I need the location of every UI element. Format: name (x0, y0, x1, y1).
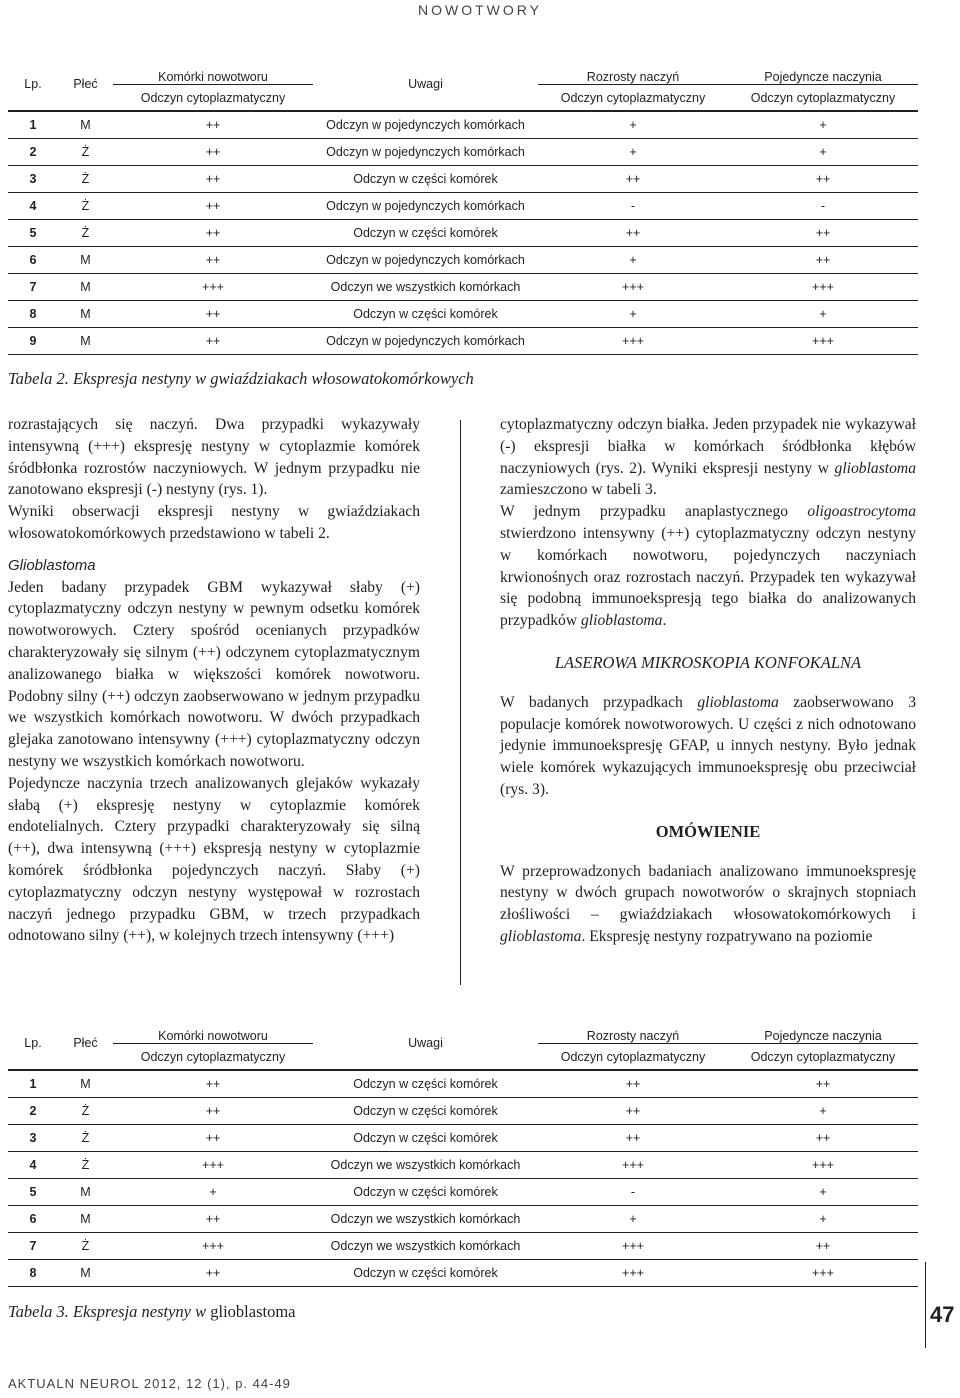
row-tumor-reaction: ++ (113, 328, 313, 355)
col-header-notes: Uwagi (313, 57, 538, 111)
row-notes: Odczyn w części komórek (313, 1179, 538, 1206)
col-header-tumor-cells: Komórki nowotworu (113, 57, 313, 85)
row-single-reaction: ++ (728, 1233, 918, 1260)
row-lp: 3 (8, 1125, 58, 1152)
col-header-sex: Płeć (58, 57, 113, 111)
row-tumor-reaction: ++ (113, 301, 313, 328)
table-row (8, 193, 918, 220)
row-lp: 5 (8, 220, 58, 247)
row-tumor-reaction: ++ (113, 1098, 313, 1125)
row-vessel-reaction: ++ (538, 1098, 728, 1125)
row-sex: M (58, 111, 113, 139)
row-single-reaction: + (728, 301, 918, 328)
paragraph: cytoplazmatyczny odczyn białka. Jeden przypadek nie wykazywał (-) ekspresji białka w komórkach śródbłonka kłębów naczyniowych (rys. 2). Wyniki ekspresji nestyny w glioblastoma zamieszczono w tabeli 3. (500, 416, 916, 499)
row-single-reaction: +++ (728, 328, 918, 355)
paragraph: Jeden badany przypadek GBM wykazywał słaby (+) cytoplazmatyczny odczyn nestyny w pewnym odsetku komórek nowotworowych. Cztery spośród ocenianych przypadków charakteryzowały się silnym (++) odczynem cytoplazmatycznym analizowanego białka w większości komórek nowotworu. Podobny silny (++) odczyn zaobserwowano w jednym przypadku we wszystkich komórkach nowotworu. W dwóch przypadkach glejaka zanotowano intensywny (+++) cytoplazmatyczny odczyn nestyny we wszystkich komórkach nowotworu. (8, 578, 420, 770)
row-lp: 6 (8, 1206, 58, 1233)
col-header-sex: Płeć (58, 1016, 113, 1070)
paragraph: Pojedyncze naczynia trzech analizowanych glejaków wykazały słabą (+) ekspresję nestyny w cytoplazmie komórek endotelialnych. Cztery przypadki charakteryzowały się silną (++), dwa intensywną (+++) ekspresją nestyny w cytoplazmie komórek śródbłonka pojedynczych naczyń. Słaby (+) cytoplazmatyczny odczyn nestyny występował w rozrostach naczyń jednego przypadku GBM, w trzech przypadkach odnotowano silny (++), w kolejnych trzech intensywny (+++) (8, 774, 420, 945)
row-single-reaction: +++ (728, 1152, 918, 1179)
table-3 (8, 1016, 918, 1287)
right-column (500, 414, 916, 948)
row-notes: Odczyn we wszystkich komórkach (313, 274, 538, 301)
row-sex: M (58, 1206, 113, 1233)
col-header-single-reaction: Odczyn cytoplazmatyczny (728, 85, 918, 112)
row-vessel-reaction: + (538, 301, 728, 328)
row-single-reaction: + (728, 1206, 918, 1233)
row-vessel-reaction: + (538, 111, 728, 139)
row-vessel-reaction: + (538, 1206, 728, 1233)
row-single-reaction: ++ (728, 166, 918, 193)
paragraph: W badanych przypadkach glioblastoma zaobserwowano 3 populacje komórek nowotworowych. U części z nich odnotowano jedynie immunoekspresję GFAP, u innych nestyny. Było jednak wiele komórek wykazujących immunoekspresję obu przeciwciał (rys. 3). (500, 693, 916, 798)
paragraph: Wyniki obserwacji ekspresji nestyny w gwiaździakach włosowatokomórkowych przedstawiono w tabeli 2. (8, 503, 420, 542)
table-2 (8, 57, 918, 355)
row-notes: Odczyn w pojedynczych komórkach (313, 328, 538, 355)
row-single-reaction: ++ (728, 1070, 918, 1098)
col-header-single-vessels: Pojedyncze naczynia (728, 57, 918, 85)
row-notes: Odczyn w części komórek (313, 1098, 538, 1125)
table-row (8, 1070, 918, 1098)
row-tumor-reaction: ++ (113, 1206, 313, 1233)
row-lp: 6 (8, 247, 58, 274)
table-3-caption: Tabela 3. Ekspresja nestyny w glioblastoma (8, 1302, 296, 1321)
row-notes: Odczyn w części komórek (313, 166, 538, 193)
row-vessel-reaction: +++ (538, 274, 728, 301)
row-sex: M (58, 328, 113, 355)
table-row (8, 1152, 918, 1179)
row-notes: Odczyn w pojedynczych komórkach (313, 111, 538, 139)
journal-footer: AKTUALN NEUROL 2012, 12 (1), p. 44-49 (8, 1376, 291, 1391)
running-header: NOWOTWORY (418, 2, 542, 18)
paragraph: W przeprowadzonych badaniach analizowano immunoekspresję nestyny w dwóch grupach nowotworów o skrajnych stopniach złośliwości – gwiaździakach włosowatokomórkowych i glioblastoma. Ekspresję nestyny rozpatrywano na poziomie (500, 862, 916, 945)
table-row (8, 1206, 918, 1233)
row-lp: 7 (8, 1233, 58, 1260)
row-tumor-reaction: ++ (113, 139, 313, 166)
col-header-vessel-growth: Rozrosty naczyń (538, 57, 728, 85)
row-sex: Ż (58, 1098, 113, 1125)
section-heading-glioblastoma: Glioblastoma (8, 556, 96, 574)
row-notes: Odczyn w części komórek (313, 220, 538, 247)
col-header-tumor-reaction: Odczyn cytoplazmatyczny (113, 1044, 313, 1071)
row-sex: Ż (58, 1152, 113, 1179)
row-notes: Odczyn w pojedynczych komórkach (313, 247, 538, 274)
row-lp: 7 (8, 274, 58, 301)
row-tumor-reaction: ++ (113, 193, 313, 220)
row-single-reaction: + (728, 1098, 918, 1125)
col-header-tumor-cells: Komórki nowotworu (113, 1016, 313, 1044)
row-sex: M (58, 1070, 113, 1098)
row-vessel-reaction: +++ (538, 1260, 728, 1287)
row-sex: Ż (58, 139, 113, 166)
page-number: 47 (930, 1302, 955, 1327)
table-row (8, 1260, 918, 1287)
row-lp: 9 (8, 328, 58, 355)
page-number-rule (925, 1262, 926, 1348)
row-tumor-reaction: ++ (113, 1125, 313, 1152)
row-single-reaction: + (728, 139, 918, 166)
row-single-reaction: + (728, 111, 918, 139)
row-tumor-reaction: + (113, 1179, 313, 1206)
table-row (8, 220, 918, 247)
row-vessel-reaction: - (538, 193, 728, 220)
row-notes: Odczyn w części komórek (313, 1260, 538, 1287)
row-notes: Odczyn w części komórek (313, 1070, 538, 1098)
col-header-vessel-reaction: Odczyn cytoplazmatyczny (538, 1044, 728, 1071)
table-row (8, 301, 918, 328)
row-tumor-reaction: +++ (113, 274, 313, 301)
table-row (8, 1125, 918, 1152)
row-notes: Odczyn we wszystkich komórkach (313, 1152, 538, 1179)
row-tumor-reaction: ++ (113, 166, 313, 193)
row-lp: 2 (8, 139, 58, 166)
row-sex: M (58, 247, 113, 274)
row-lp: 1 (8, 1070, 58, 1098)
col-header-lp: Lp. (8, 1016, 58, 1070)
table-row (8, 139, 918, 166)
row-tumor-reaction: ++ (113, 1070, 313, 1098)
row-vessel-reaction: ++ (538, 1125, 728, 1152)
row-notes: Odczyn w części komórek (313, 301, 538, 328)
row-vessel-reaction: ++ (538, 220, 728, 247)
row-single-reaction: ++ (728, 1125, 918, 1152)
row-single-reaction: ++ (728, 247, 918, 274)
row-lp: 4 (8, 193, 58, 220)
row-sex: Ż (58, 220, 113, 247)
col-header-lp: Lp. (8, 57, 58, 111)
row-lp: 4 (8, 1152, 58, 1179)
row-notes: Odczyn we wszystkich komórkach (313, 1206, 538, 1233)
col-header-vessel-reaction: Odczyn cytoplazmatyczny (538, 85, 728, 112)
row-notes: Odczyn w części komórek (313, 1125, 538, 1152)
row-lp: 5 (8, 1179, 58, 1206)
row-vessel-reaction: +++ (538, 328, 728, 355)
section-heading-discussion: OMÓWIENIE (655, 821, 761, 841)
row-tumor-reaction: ++ (113, 247, 313, 274)
row-single-reaction: - (728, 193, 918, 220)
section-heading-laser-microscopy: LASEROWA MIKROSKOPIA KONFOKALNA (554, 652, 862, 672)
paragraph: W jednym przypadku anaplastycznego oligoastrocytoma stwierdzono intensywny (++) cytoplazmatyczny odczyn nestyny w komórkach nowotworu, pojedynczych naczyniach krwionośnych oraz rozrostach naczyń. Przypadek ten wykazywał się podobną immunoekspresją tego białka do analizowanych przypadków glioblastoma. (500, 503, 916, 630)
row-sex: Ż (58, 1233, 113, 1260)
row-vessel-reaction: + (538, 139, 728, 166)
row-sex: Ż (58, 193, 113, 220)
col-header-single-reaction: Odczyn cytoplazmatyczny (728, 1044, 918, 1071)
table-row (8, 1233, 918, 1260)
row-lp: 8 (8, 301, 58, 328)
row-vessel-reaction: + (538, 247, 728, 274)
table-row (8, 1179, 918, 1206)
table-row (8, 274, 918, 301)
row-sex: M (58, 1260, 113, 1287)
row-tumor-reaction: +++ (113, 1233, 313, 1260)
row-sex: M (58, 274, 113, 301)
row-tumor-reaction: +++ (113, 1152, 313, 1179)
column-divider (460, 420, 461, 985)
row-vessel-reaction: +++ (538, 1233, 728, 1260)
table-row (8, 1098, 918, 1125)
row-sex: M (58, 1179, 113, 1206)
row-lp: 8 (8, 1260, 58, 1287)
col-header-tumor-reaction: Odczyn cytoplazmatyczny (113, 85, 313, 112)
row-lp: 1 (8, 111, 58, 139)
row-notes: Odczyn w pojedynczych komórkach (313, 139, 538, 166)
row-notes: Odczyn w pojedynczych komórkach (313, 193, 538, 220)
row-sex: M (58, 301, 113, 328)
table-row (8, 328, 918, 355)
row-single-reaction: ++ (728, 220, 918, 247)
table-row (8, 111, 918, 139)
row-vessel-reaction: +++ (538, 1152, 728, 1179)
row-tumor-reaction: ++ (113, 111, 313, 139)
table-row (8, 247, 918, 274)
row-single-reaction: + (728, 1179, 918, 1206)
row-vessel-reaction: - (538, 1179, 728, 1206)
row-single-reaction: +++ (728, 274, 918, 301)
table-3-body (8, 1070, 918, 1287)
row-notes: Odczyn we wszystkich komórkach (313, 1233, 538, 1260)
paragraph: rozrastających się naczyń. Dwa przypadki wykazywały intensywną (+++) ekspresję nestyny w cytoplazmie komórek śródbłonka rozrostów naczyniowych. W jednym przypadku nie zanotowano ekspresji (-) nestyny (rys. 1). (8, 416, 420, 499)
table-2-caption: Tabela 2. Ekspresja nestyny w gwiaździakach włosowatokomórkowych (8, 369, 474, 388)
row-lp: 2 (8, 1098, 58, 1125)
row-vessel-reaction: ++ (538, 1070, 728, 1098)
col-header-vessel-growth: Rozrosty naczyń (538, 1016, 728, 1044)
left-column (8, 414, 420, 947)
row-lp: 3 (8, 166, 58, 193)
col-header-single-vessels: Pojedyncze naczynia (728, 1016, 918, 1044)
row-sex: Ż (58, 1125, 113, 1152)
table-row (8, 166, 918, 193)
row-vessel-reaction: ++ (538, 166, 728, 193)
row-single-reaction: +++ (728, 1260, 918, 1287)
col-header-notes: Uwagi (313, 1016, 538, 1070)
row-tumor-reaction: ++ (113, 1260, 313, 1287)
row-sex: Ż (58, 166, 113, 193)
row-tumor-reaction: ++ (113, 220, 313, 247)
table-2-body (8, 111, 918, 355)
